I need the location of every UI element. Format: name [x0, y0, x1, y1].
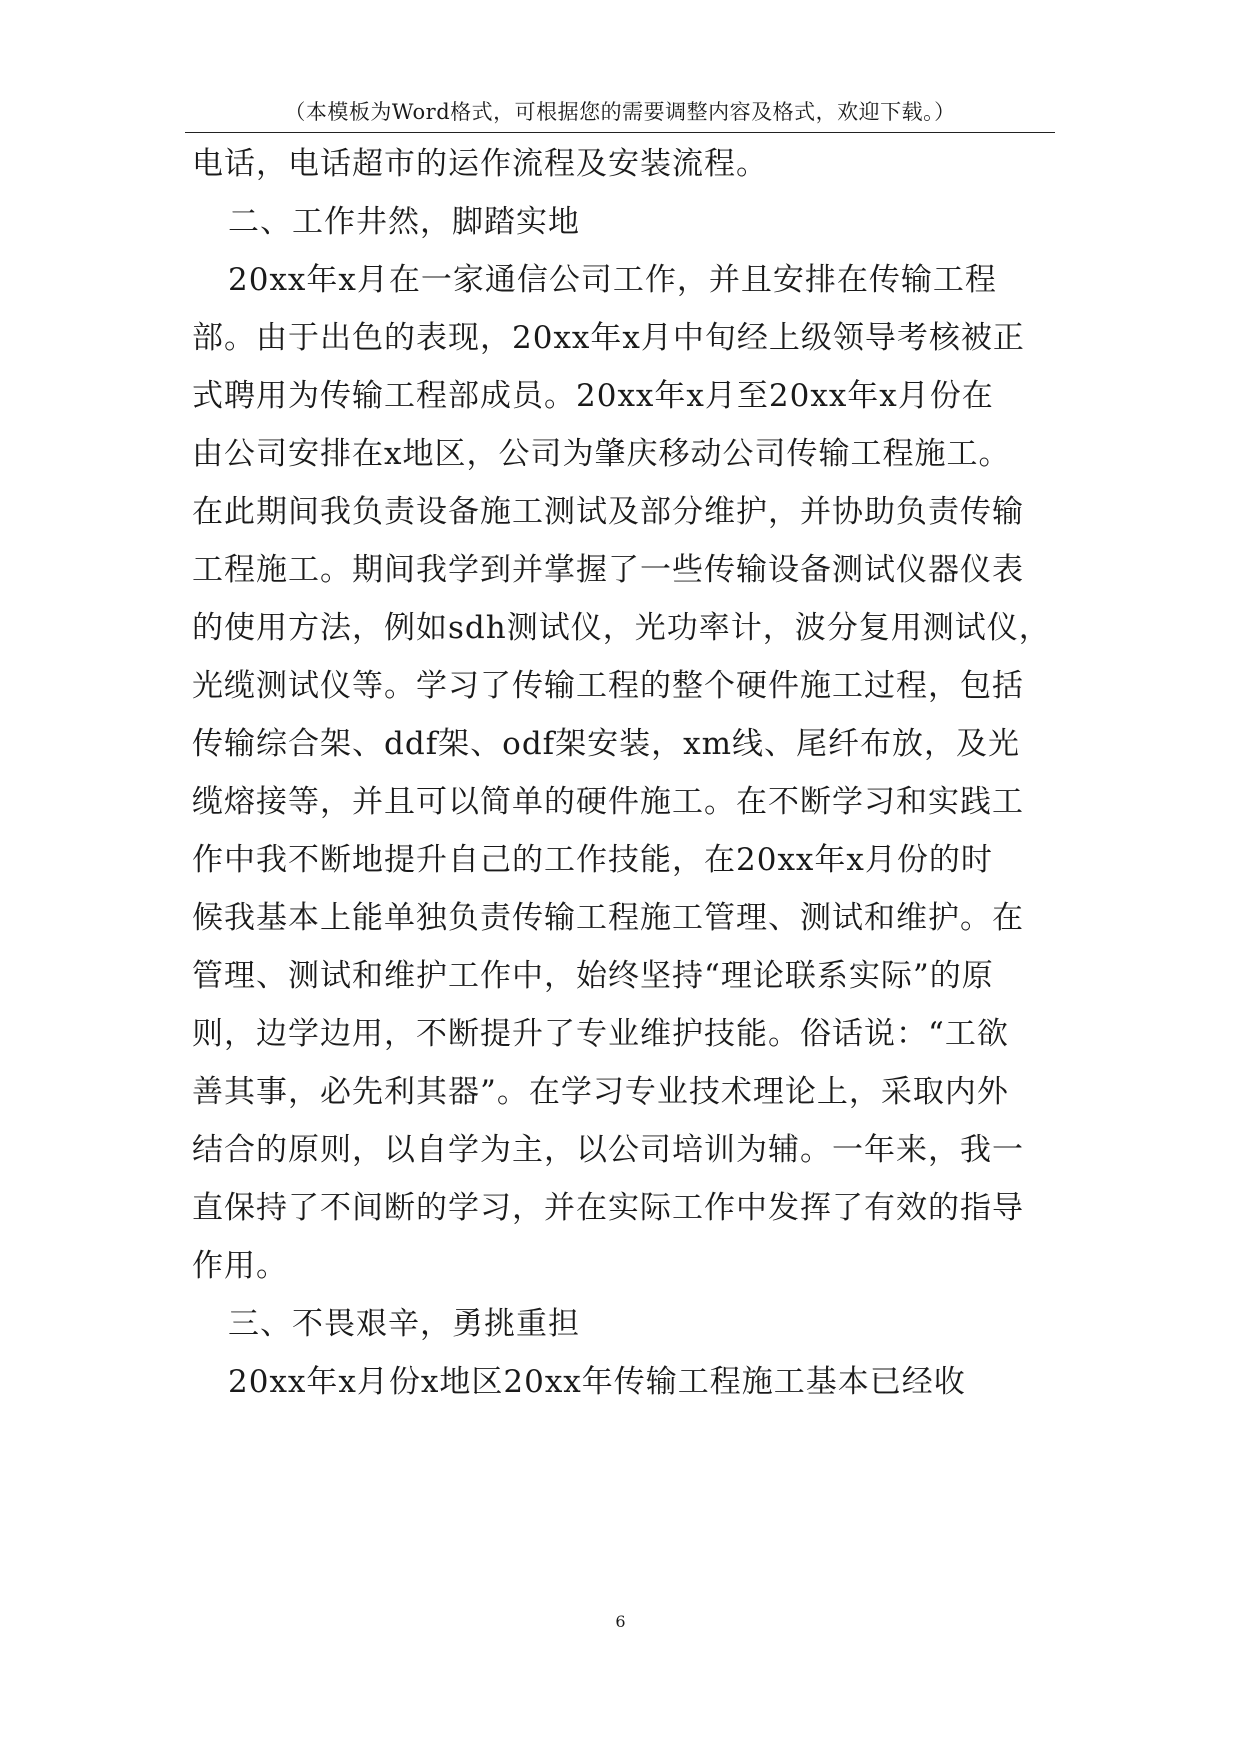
body-line: 光缆测试仪等。学习了传输工程的整个硬件施工过程，包括: [192, 668, 1024, 704]
body-line: 直保持了不间断的学习，并在实际工作中发挥了有效的指导: [192, 1190, 1024, 1226]
paragraph-first-line: 20xx年x月份x地区20xx年传输工程施工基本已经收: [228, 1364, 966, 1400]
header-note: （本模板为Word格式，可根据您的需要调整内容及格式，欢迎下载。）: [284, 100, 956, 124]
header-divider: [185, 132, 1055, 133]
body-line: 善其事，必先利其器”。在学习专业技术理论上，采取内外: [192, 1074, 1009, 1110]
body-line: 的使用方法，例如sdh测试仪，光功率计，波分复用测试仪，: [192, 610, 1051, 646]
body-line: 作用。: [192, 1248, 288, 1284]
body-line: 电话，电话超市的运作流程及安装流程。: [192, 146, 768, 182]
page-number: 6: [615, 1612, 626, 1631]
body-line: 由公司安排在x地区，公司为肇庆移动公司传输工程施工。: [192, 436, 1011, 472]
section-heading: 二、工作井然，脚踏实地: [228, 204, 580, 240]
section-heading: 三、不畏艰辛，勇挑重担: [228, 1306, 580, 1342]
body-line: 传输综合架、ddf架、odf架安装，xm线、尾纤布放，及光: [192, 726, 1021, 762]
body-line: 式聘用为传输工程部成员。20xx年x月至20xx年x月份在: [192, 378, 994, 414]
body-line: 则，边学边用，不断提升了专业维护技能。俗话说：“工欲: [192, 1016, 1009, 1052]
body-line: 候我基本上能单独负责传输工程施工管理、测试和维护。在: [192, 900, 1024, 936]
body-line: 工程施工。期间我学到并掌握了一些传输设备测试仪器仪表: [192, 552, 1024, 588]
body-line: 缆熔接等，并且可以简单的硬件施工。在不断学习和实践工: [192, 784, 1024, 820]
body-line: 管理、测试和维护工作中，始终坚持“理论联系实际”的原: [192, 958, 994, 994]
body-line: 结合的原则，以自学为主，以公司培训为辅。一年来，我一: [192, 1132, 1024, 1168]
body-line: 在此期间我负责设备施工测试及部分维护，并协助负责传输: [192, 494, 1024, 530]
body-line: 部。由于出色的表现，20xx年x月中旬经上级领导考核被正: [192, 320, 1025, 356]
body-line: 作中我不断地提升自己的工作技能，在20xx年x月份的时: [192, 842, 993, 878]
paragraph-first-line: 20xx年x月在一家通信公司工作，并且安排在传输工程: [228, 262, 997, 298]
